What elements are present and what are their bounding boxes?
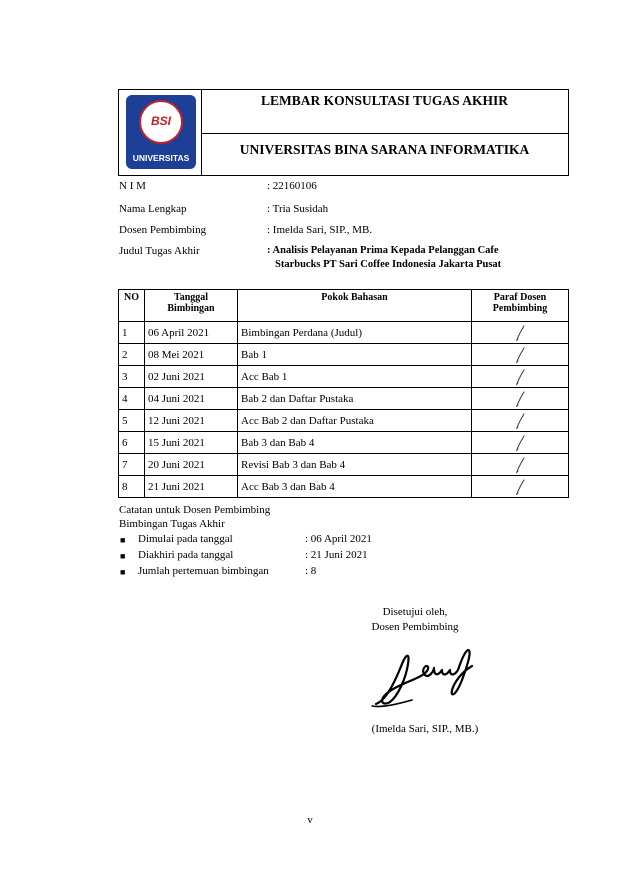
thesis-title-value-line2: Starbucks PT Sari Coffee Indonesia Jakarta Pusat	[275, 259, 502, 270]
notes-line2: Bimbingan Tugas Akhir	[119, 518, 225, 530]
table-row	[119, 322, 569, 344]
bullet-icon: ■	[120, 551, 126, 561]
signature-icon	[368, 644, 478, 714]
table-header-row	[119, 290, 569, 322]
row-no: 4	[119, 388, 145, 410]
nim-label: N I M	[119, 180, 146, 192]
row-sign	[472, 344, 569, 366]
header-no: NO	[119, 290, 145, 322]
table-row	[119, 388, 569, 410]
initial-mark-icon	[513, 346, 527, 364]
advisor-value: : Imelda Sari, SIP., MB.	[267, 224, 373, 236]
row-no: 5	[119, 410, 145, 432]
row-topic: Revisi Bab 3 dan Bab 4	[238, 454, 472, 476]
table-row	[119, 432, 569, 454]
bullet-icon: ■	[120, 567, 126, 577]
initial-mark-icon	[513, 324, 527, 342]
university-logo	[126, 95, 196, 169]
row-no: 3	[119, 366, 145, 388]
approval-line1: Disetujui oleh,	[382, 606, 448, 618]
meeting-count-value: : 8	[305, 565, 317, 577]
row-topic: Acc Bab 3 dan Bab 4	[238, 476, 472, 498]
logo-emblem-icon	[139, 100, 183, 144]
row-no: 7	[119, 454, 145, 476]
row-sign	[472, 454, 569, 476]
row-topic: Acc Bab 1	[238, 366, 472, 388]
header-sign	[472, 290, 569, 322]
row-date: 02 Juni 2021	[145, 366, 238, 388]
initial-mark-icon	[513, 456, 527, 474]
start-date-label: Dimulai pada tanggal	[138, 533, 233, 545]
end-date-label: Diakhiri pada tanggal	[138, 549, 234, 561]
row-sign	[472, 432, 569, 454]
consultation-table	[118, 289, 569, 498]
name-label: Nama Lengkap	[119, 203, 187, 215]
row-date: 15 Juni 2021	[145, 432, 238, 454]
row-sign	[472, 388, 569, 410]
table-row	[119, 476, 569, 498]
row-topic: Acc Bab 2 dan Daftar Pustaka	[238, 410, 472, 432]
advisor-label: Dosen Pembimbing	[119, 224, 207, 236]
table-row	[119, 454, 569, 476]
university-name: UNIVERSITAS BINA SARANA INFORMATIKA	[239, 142, 530, 157]
row-sign	[472, 410, 569, 432]
row-topic: Bab 1	[238, 344, 472, 366]
row-sign	[472, 322, 569, 344]
thesis-title-label: Judul Tugas Akhir	[119, 245, 200, 257]
page-number: v	[307, 814, 313, 826]
initial-mark-icon	[513, 412, 527, 430]
logo-text: BSI	[150, 114, 171, 128]
initial-mark-icon	[513, 478, 527, 496]
header-date-line1: Tanggal	[173, 292, 209, 303]
row-no: 8	[119, 476, 145, 498]
row-date: 04 Juni 2021	[145, 388, 238, 410]
row-topic: Bab 3 dan Bab 4	[238, 432, 472, 454]
logo-cell	[119, 90, 202, 175]
table-row	[119, 366, 569, 388]
header-date	[145, 290, 238, 322]
notes-line1: Catatan untuk Dosen Pembimbing	[119, 504, 271, 516]
row-no: 6	[119, 432, 145, 454]
row-topic: Bab 2 dan Daftar Pustaka	[238, 388, 472, 410]
bullet-icon: ■	[120, 535, 126, 545]
header-sign-line2: Pembimbing	[492, 303, 548, 314]
row-sign	[472, 476, 569, 498]
initial-mark-icon	[513, 390, 527, 408]
advisor-name: (Imelda Sari, SIP., MB.)	[371, 723, 479, 735]
thesis-title-value: : Analisis Pelayanan Prima Kepada Pelanggan Cafe	[267, 245, 499, 256]
row-date: 12 Juni 2021	[145, 410, 238, 432]
row-no: 1	[119, 322, 145, 344]
name-value: : Tria Susidah	[267, 203, 329, 215]
header-divider	[201, 133, 568, 134]
logo-caption: UNIVERSITAS	[132, 153, 190, 163]
nim-value: : 22160106	[267, 180, 317, 192]
initial-mark-icon	[513, 434, 527, 452]
start-date-value: : 06 April 2021	[305, 533, 372, 545]
row-date: 21 Juni 2021	[145, 476, 238, 498]
meeting-count-label: Jumlah pertemuan bimbingan	[138, 565, 269, 577]
row-date: 20 Juni 2021	[145, 454, 238, 476]
row-topic: Bimbingan Perdana (Judul)	[238, 322, 472, 344]
end-date-value: : 21 Juni 2021	[305, 549, 368, 561]
table-row	[119, 344, 569, 366]
row-no: 2	[119, 344, 145, 366]
header-topic: Pokok Bahasan	[238, 290, 472, 322]
row-date: 06 April 2021	[145, 322, 238, 344]
row-date: 08 Mei 2021	[145, 344, 238, 366]
header-box	[118, 89, 569, 176]
approval-line2: Dosen Pembimbing	[371, 621, 459, 633]
initial-mark-icon	[513, 368, 527, 386]
header-sign-line1: Paraf Dosen	[493, 292, 547, 303]
header-date-line2: Bimbingan	[167, 303, 215, 314]
row-sign	[472, 366, 569, 388]
table-row	[119, 410, 569, 432]
form-title: LEMBAR KONSULTASI TUGAS AKHIR	[261, 93, 508, 108]
